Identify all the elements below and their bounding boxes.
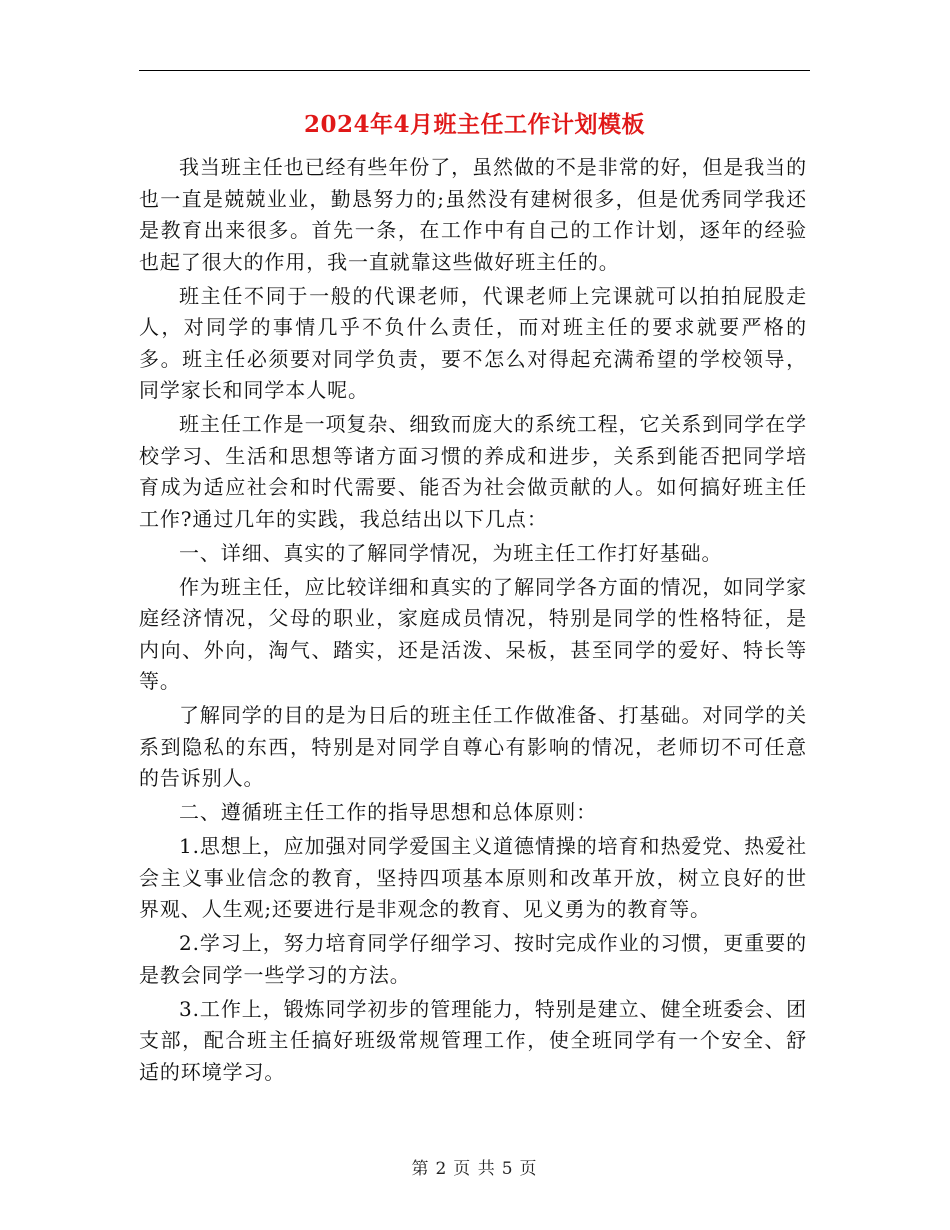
footer-total-pages: 5	[501, 1159, 514, 1179]
document-title: 2024年4月班主任工作计划模板	[303, 111, 646, 138]
paragraph-responsibility: 班主任不同于一般的代课老师，代课老师上完课就可以拍拍屁股走人，对同学的事情几乎不负什么责任，而对班主任的要求就要严格的多。班主任必须要对同学负责，要不怎么对得起充满希望的学校领导，同学家长和同学本人呢。	[139, 283, 807, 402]
footer-suffix: 页	[519, 1159, 538, 1179]
paragraph-intro: 我当班主任也已经有些年份了，虽然做的不是非常的好，但是我当的也一直是兢兢业业，勤恳努力的;虽然没有建树很多，但是优秀同学我还是教育出来很多。首先一条，在工作中有自己的工作计划，逐年的经验也起了很大的作用，我一直就靠这些做好班主任的。	[139, 155, 807, 274]
list-item-ideology: 1.思想上，应加强对同学爱国主义道德情操的培育和热爱党、热爱社会主义事业信念的教育，坚持四项基本原则和改革开放，树立良好的世界观、人生观;还要进行是非观念的教育、见义勇为的教育等。	[139, 834, 807, 921]
list-item-work: 3.工作上，锻炼同学初步的管理能力，特别是建立、健全班委会、团支部，配合班主任搞好班级常规管理工作，使全班同学有一个安全、舒适的环境学习。	[139, 996, 807, 1084]
footer-prefix: 第	[411, 1159, 430, 1179]
section-heading-2: 二、遵循班主任工作的指导思想和总体原则：	[179, 800, 597, 824]
paragraph-system-engineering: 班主任工作是一项复杂、细致而庞大的系统工程，它关系到同学在学校学习、生活和思想等诸方面习惯的养成和进步，关系到能否把同学培育成为适应社会和时代需要、能否为社会做贡献的人。如何搞好班主任工作?通过几年的实践，我总结出以下几点：	[139, 412, 807, 531]
section-heading-1: 一、详细、真实的了解同学情况，为班主任工作打好基础。	[179, 540, 723, 565]
paragraph-know-students: 作为班主任，应比较详细和真实的了解同学各方面的情况，如同学家庭经济情况，父母的职业，家庭成员情况，特别是同学的性格特征，是内向、外向，淘气、踏实，还是活泼、呆板，甚至同学的爱好、特长等等。	[139, 574, 807, 693]
header-rule	[139, 70, 810, 71]
list-item-study: 2.学习上，努力培育同学仔细学习、按时完成作业的习惯，更重要的是教会同学一些学习的方法。	[139, 931, 807, 987]
footer-middle: 页 共	[453, 1159, 496, 1179]
page-footer	[139, 1154, 810, 1179]
document-body	[139, 152, 807, 1091]
footer-current-page: 2	[435, 1159, 448, 1179]
paragraph-privacy: 了解同学的目的是为日后的班主任工作做准备、打基础。对同学的关系到隐私的东西，特别是对同学自尊心有影响的情况，老师切不可任意的告诉别人。	[139, 703, 807, 790]
